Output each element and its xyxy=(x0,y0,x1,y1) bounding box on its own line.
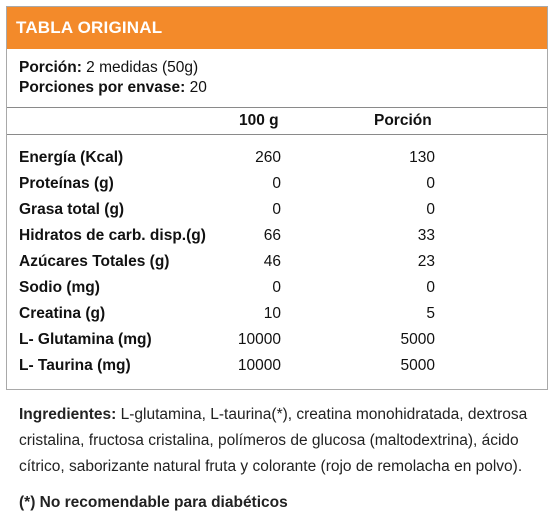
value-per100: 10000 xyxy=(237,357,281,374)
table-row xyxy=(7,275,547,301)
nutrient-name: L- Taurina (mg) xyxy=(19,357,131,374)
ingredients-list: L-glutamina, L-taurina(*), creatina monohidratada, dextrosa cristalina, fructosa cristalina, polímeros de glucosa (maltodextrina), ácido cítrico, saborizante natural fruta y colorante (rojo de remolacha en polvo). xyxy=(19,406,528,475)
value-per-portion: 5 xyxy=(426,305,435,322)
portion-label: Porción: xyxy=(19,59,82,76)
value-per-portion: 130 xyxy=(409,149,435,166)
nutrient-name: Hidratos de carb. disp.(g) xyxy=(19,227,206,244)
nutrient-name: Sodio (mg) xyxy=(19,279,100,296)
nutrient-name: Proteínas (g) xyxy=(19,175,114,192)
nutrient-name: L- Glutamina (mg) xyxy=(19,331,152,348)
value-per100: 0 xyxy=(272,279,281,296)
nutrient-name: Energía (Kcal) xyxy=(19,149,124,166)
value-per100: 46 xyxy=(263,253,281,270)
value-per-portion: 23 xyxy=(417,253,435,270)
value-per100: 260 xyxy=(255,149,281,166)
value-per-portion: 0 xyxy=(426,201,435,218)
table-row xyxy=(7,249,547,275)
table-row xyxy=(7,301,547,327)
value-per100: 10000 xyxy=(237,331,281,348)
table-row xyxy=(7,327,547,353)
nutrient-name: Creatina (g) xyxy=(19,305,106,322)
value-per-portion: 5000 xyxy=(400,331,435,348)
value-per-portion: 33 xyxy=(417,227,435,244)
value-per100: 0 xyxy=(272,175,281,192)
nutrition-table xyxy=(6,6,548,390)
diabetic-note: (*) No recomendable para diabéticos xyxy=(19,494,288,511)
nutrient-name: Azúcares Totales (g) xyxy=(19,253,170,270)
table-row xyxy=(7,171,547,197)
ingredients-label: Ingredientes: xyxy=(19,406,117,423)
table-row xyxy=(7,145,547,171)
table-row xyxy=(7,223,547,249)
column-per100: 100 g xyxy=(239,112,279,129)
value-per100: 66 xyxy=(263,227,281,244)
table-title: TABLA ORIGINAL xyxy=(16,18,163,37)
servings-line xyxy=(19,79,207,97)
value-per100: 0 xyxy=(272,201,281,218)
table-header xyxy=(7,7,547,49)
portion-line xyxy=(19,59,198,77)
value-per-portion: 0 xyxy=(426,279,435,296)
value-per-portion: 5000 xyxy=(400,357,435,374)
table-row xyxy=(7,197,547,223)
servings-label: Porciones por envase: xyxy=(19,79,186,96)
value-per100: 10 xyxy=(263,305,281,322)
portion-value: 2 medidas (50g) xyxy=(81,59,199,76)
table-row xyxy=(7,353,547,379)
nutrient-name: Grasa total (g) xyxy=(19,201,125,218)
value-per-portion: 0 xyxy=(426,175,435,192)
servings-value: 20 xyxy=(185,79,207,96)
serving-info xyxy=(7,49,547,108)
column-header xyxy=(7,108,547,135)
ingredients-text xyxy=(19,402,544,480)
column-per-portion: Porción xyxy=(374,112,432,129)
